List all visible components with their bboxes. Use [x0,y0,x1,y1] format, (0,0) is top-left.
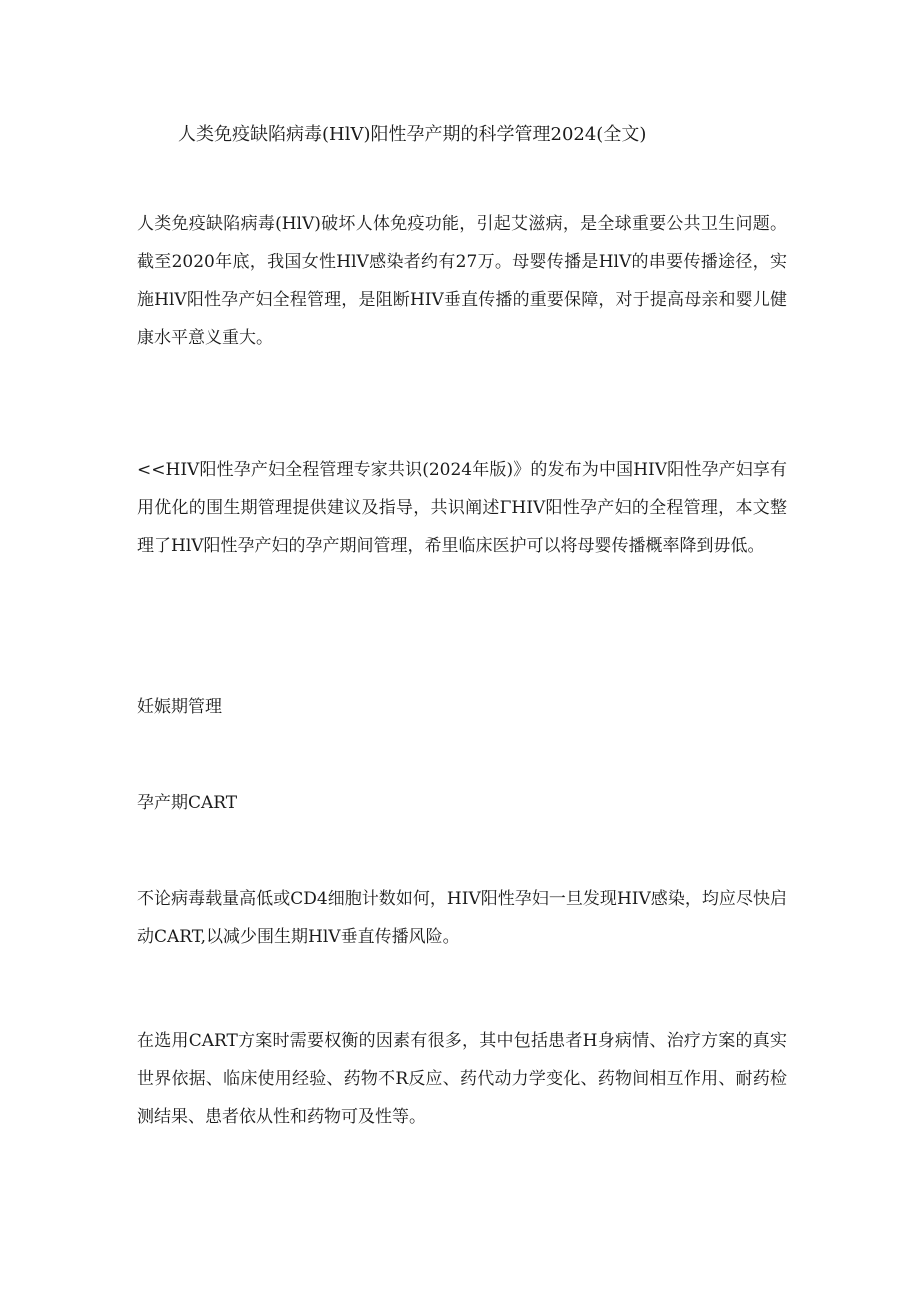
section-heading-pregnancy-management: 妊娠期管理 [137,697,222,717]
document-title: 人类免疫缺陷病毒(HlV)阳性孕产期的科学管理2024(全文) [178,124,647,145]
cart-start-paragraph: 不论病毒载量高低或CD4细胞计数如何，HIV阳性孕妇一旦发现HIV感染，均应尽快启动CART,以减少围生期HlV垂直传播风险。 [137,889,787,947]
subsection-heading-pregnancy-cart: 孕产期CART [137,793,238,813]
cart-factors-paragraph: 在选用CART方案时需要权衡的因素有很多，其中包括患者H身病情、治疗方案的真实世界依据、临床使用经验、药物不R反应、药代动力学变化、药物间相互作用、耐药检测结果、患者依从性和药物可及性等。 [137,1031,787,1127]
consensus-paragraph: <<HIV阳性孕产妇全程管理专家共识(2024年版)》的发布为中国HIV阳性孕产妇享有用优化的围生期管理提供建议及指导，共识阐述ΓHIV阳性孕产妇的全程管理，本文整理了HlV阳性孕产妇的孕产期间管理，希里临床医护可以将母婴传播概率降到毋低。 [137,460,787,556]
intro-paragraph: 人类免疫缺陷病毒(HlV)破坏人体免疫功能，引起艾滋病，是全球重要公共卫生问题。截至2020年底，我国女性HlV感染者约有27万。母婴传播是HlV的串要传播途径，实施HlV阳性孕产妇全程管理，是阻断HIV垂直传播的重要保障，对于提高母亲和婴儿健康水平意义重大。 [137,214,787,348]
